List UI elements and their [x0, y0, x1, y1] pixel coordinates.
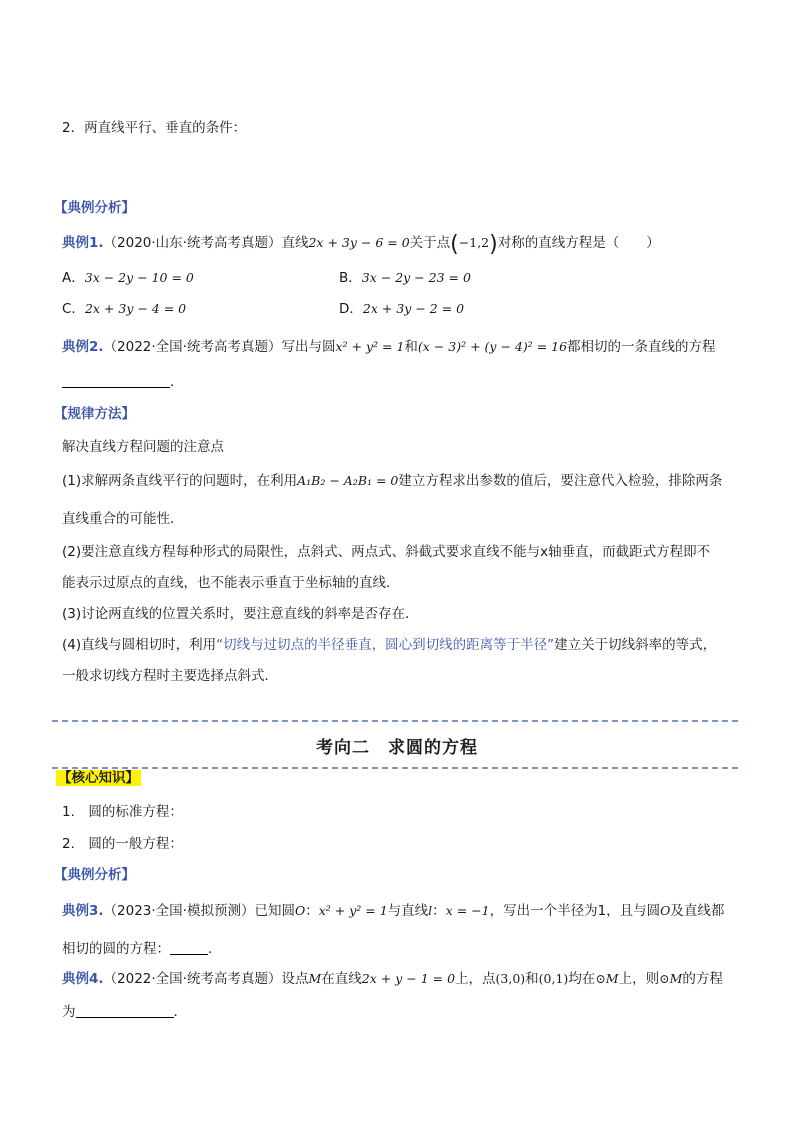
- example-4-circle-M-2: ⊙M: [659, 971, 683, 986]
- example-4-and: 和: [525, 971, 539, 987]
- example-4-end: ．: [173, 1004, 187, 1020]
- example-3-line2: 相切的圆的方程：: [62, 941, 170, 957]
- example-2-mid: 和: [404, 339, 418, 355]
- example-3-circle-O: O: [294, 903, 306, 918]
- method-point-4-b: 建立关于切线斜率的等式，: [554, 637, 717, 653]
- example-3-line-colon: ：: [432, 903, 446, 919]
- example-4-mid3: 均在: [568, 971, 596, 987]
- example-2-source: （2022·全国·统考高考真题）写出与圆: [103, 339, 336, 355]
- option-a[interactable]: [62, 268, 194, 288]
- example-3-tail-2: 及直线都: [670, 903, 725, 919]
- example-2-answer-line: [62, 372, 184, 392]
- option-c-equation: 2x + 3y − 4 = 0: [84, 301, 187, 316]
- example-2-label: 典例2.: [62, 339, 104, 355]
- label-typical-analysis-2: 【典例分析】: [54, 867, 135, 883]
- example-4-point-1: (3,0): [495, 971, 526, 986]
- example-3-source: （2023·全国·模拟预测）已知圆: [103, 903, 295, 919]
- example-2-circle-1: x² + y² = 1: [335, 339, 405, 354]
- example-1-mid: 关于点: [409, 235, 451, 251]
- example-3-answer-line: [62, 939, 222, 959]
- example-2-end: ．: [170, 374, 184, 390]
- paren-close: ): [489, 232, 498, 257]
- option-d[interactable]: [339, 299, 464, 319]
- answer-blank[interactable]: [62, 373, 170, 388]
- condition-item: 2．两直线平行、垂直的条件：: [62, 120, 247, 136]
- example-4-tail-2: 的方程: [682, 971, 723, 987]
- core-knowledge-badge: [56, 768, 141, 788]
- method-point-2-cont: 能表示过原点的直线，也不能表示垂直于坐标轴的直线．: [62, 575, 400, 591]
- method-point-4: [62, 635, 716, 655]
- option-b[interactable]: [339, 268, 471, 288]
- option-b-letter: B．: [339, 270, 362, 286]
- option-c[interactable]: [62, 299, 186, 319]
- example-2: [62, 337, 716, 357]
- example-3: [62, 901, 724, 921]
- answer-blank[interactable]: [170, 940, 208, 955]
- option-d-equation: 2x + 3y − 2 = 0: [362, 301, 465, 316]
- example-1-tail: 对称的直线方程是（ ）: [497, 235, 660, 251]
- example-4-circle-M: ⊙M: [595, 971, 619, 986]
- example-2-circle-2: (x − 3)² + (y − 4)² = 16: [417, 339, 568, 354]
- example-1-source: （2020·山东·统考高考真题）直线: [103, 235, 309, 251]
- example-3-line-equation: x = −1: [445, 903, 490, 918]
- option-c-letter: C．: [62, 301, 85, 317]
- option-b-equation: 3x − 2y − 23 = 0: [361, 270, 471, 285]
- answer-blank[interactable]: [76, 1003, 174, 1018]
- example-4-tail: 上，则: [618, 971, 660, 987]
- section-2-title: 考向二 求圆的方程: [316, 738, 478, 758]
- section-divider-bottom: [52, 767, 738, 769]
- circle-standard-eq: 1. 圆的标准方程：: [62, 804, 183, 820]
- example-4-label: 典例4.: [62, 971, 104, 987]
- example-1-line-equation: 2x + 3y − 6 = 0: [308, 235, 410, 250]
- example-4-mid: 在直线: [321, 971, 362, 987]
- example-4-line2: 为: [62, 1004, 76, 1020]
- section-divider-top: [52, 720, 738, 722]
- example-3-tail: ，写出一个半径为1，且与圆: [489, 903, 661, 919]
- example-3-mid: 与直线: [387, 903, 429, 919]
- method-point-1: [62, 471, 722, 491]
- example-4-source: （2022·全国·统考高考真题）设点: [103, 971, 309, 987]
- option-d-letter: D．: [339, 301, 363, 317]
- paren-open: (: [450, 232, 459, 257]
- method-point-1-b: 建立方程求出参数的值后，要注意代入检验，排除两条: [398, 473, 723, 489]
- example-2-tail: 都相切的一条直线的方程: [567, 339, 716, 355]
- example-1: [62, 233, 660, 255]
- example-4-point-M: M: [308, 971, 322, 986]
- method-point-2: (2)要注意直线方程每种形式的局限性，点斜式、两点式、斜截式要求直线不能与x轴垂直，而截距式方程即不: [62, 544, 711, 560]
- method-point-1-a: (1)求解两条直线平行的问题时，在利用: [62, 473, 298, 489]
- example-1-label: 典例1.: [62, 235, 104, 251]
- example-3-circle-O-2: O: [660, 903, 671, 918]
- example-4-answer-line: [62, 1002, 187, 1022]
- method-point-4-cont: 一般求切线方程时主要选择点斜式．: [62, 668, 278, 684]
- example-3-label: 典例3.: [62, 903, 104, 919]
- example-3-colon: ：: [305, 903, 319, 919]
- circle-general-eq: 2. 圆的一般方程：: [62, 836, 183, 852]
- example-3-line-l: l: [428, 903, 433, 918]
- option-a-letter: A．: [62, 270, 85, 286]
- example-4-point-2: (0,1): [538, 971, 569, 986]
- method-point-3: (3)讨论两直线的位置关系时，要注意直线的斜率是否存在．: [62, 606, 419, 622]
- method-point-1-equation: A₁B₂ − A₂B₁ = 0: [297, 473, 399, 488]
- example-4-mid2: 上，点: [455, 971, 496, 987]
- label-typical-analysis: 【典例分析】: [54, 200, 135, 216]
- option-a-equation: 3x − 2y − 10 = 0: [84, 270, 194, 285]
- example-3-equation: x² + y² = 1: [318, 903, 388, 918]
- label-method-rule: 【规律方法】: [54, 406, 135, 422]
- example-1-point: −1,2: [458, 235, 490, 250]
- method-intro: 解决直线方程问题的注意点: [62, 439, 224, 455]
- example-4: [62, 969, 723, 989]
- method-point-4-quote: “切线与过切点的半径垂直，圆心到切线的距离等于半径”: [216, 637, 555, 653]
- example-4-line-equation: 2x + y − 1 = 0: [361, 971, 456, 986]
- example-3-end: ．: [208, 941, 222, 957]
- method-point-4-a: (4)直线与圆相切时，利用: [62, 637, 217, 653]
- method-point-1-cont: 直线重合的可能性．: [62, 511, 184, 527]
- core-knowledge-label: 【核心知识】: [58, 770, 139, 786]
